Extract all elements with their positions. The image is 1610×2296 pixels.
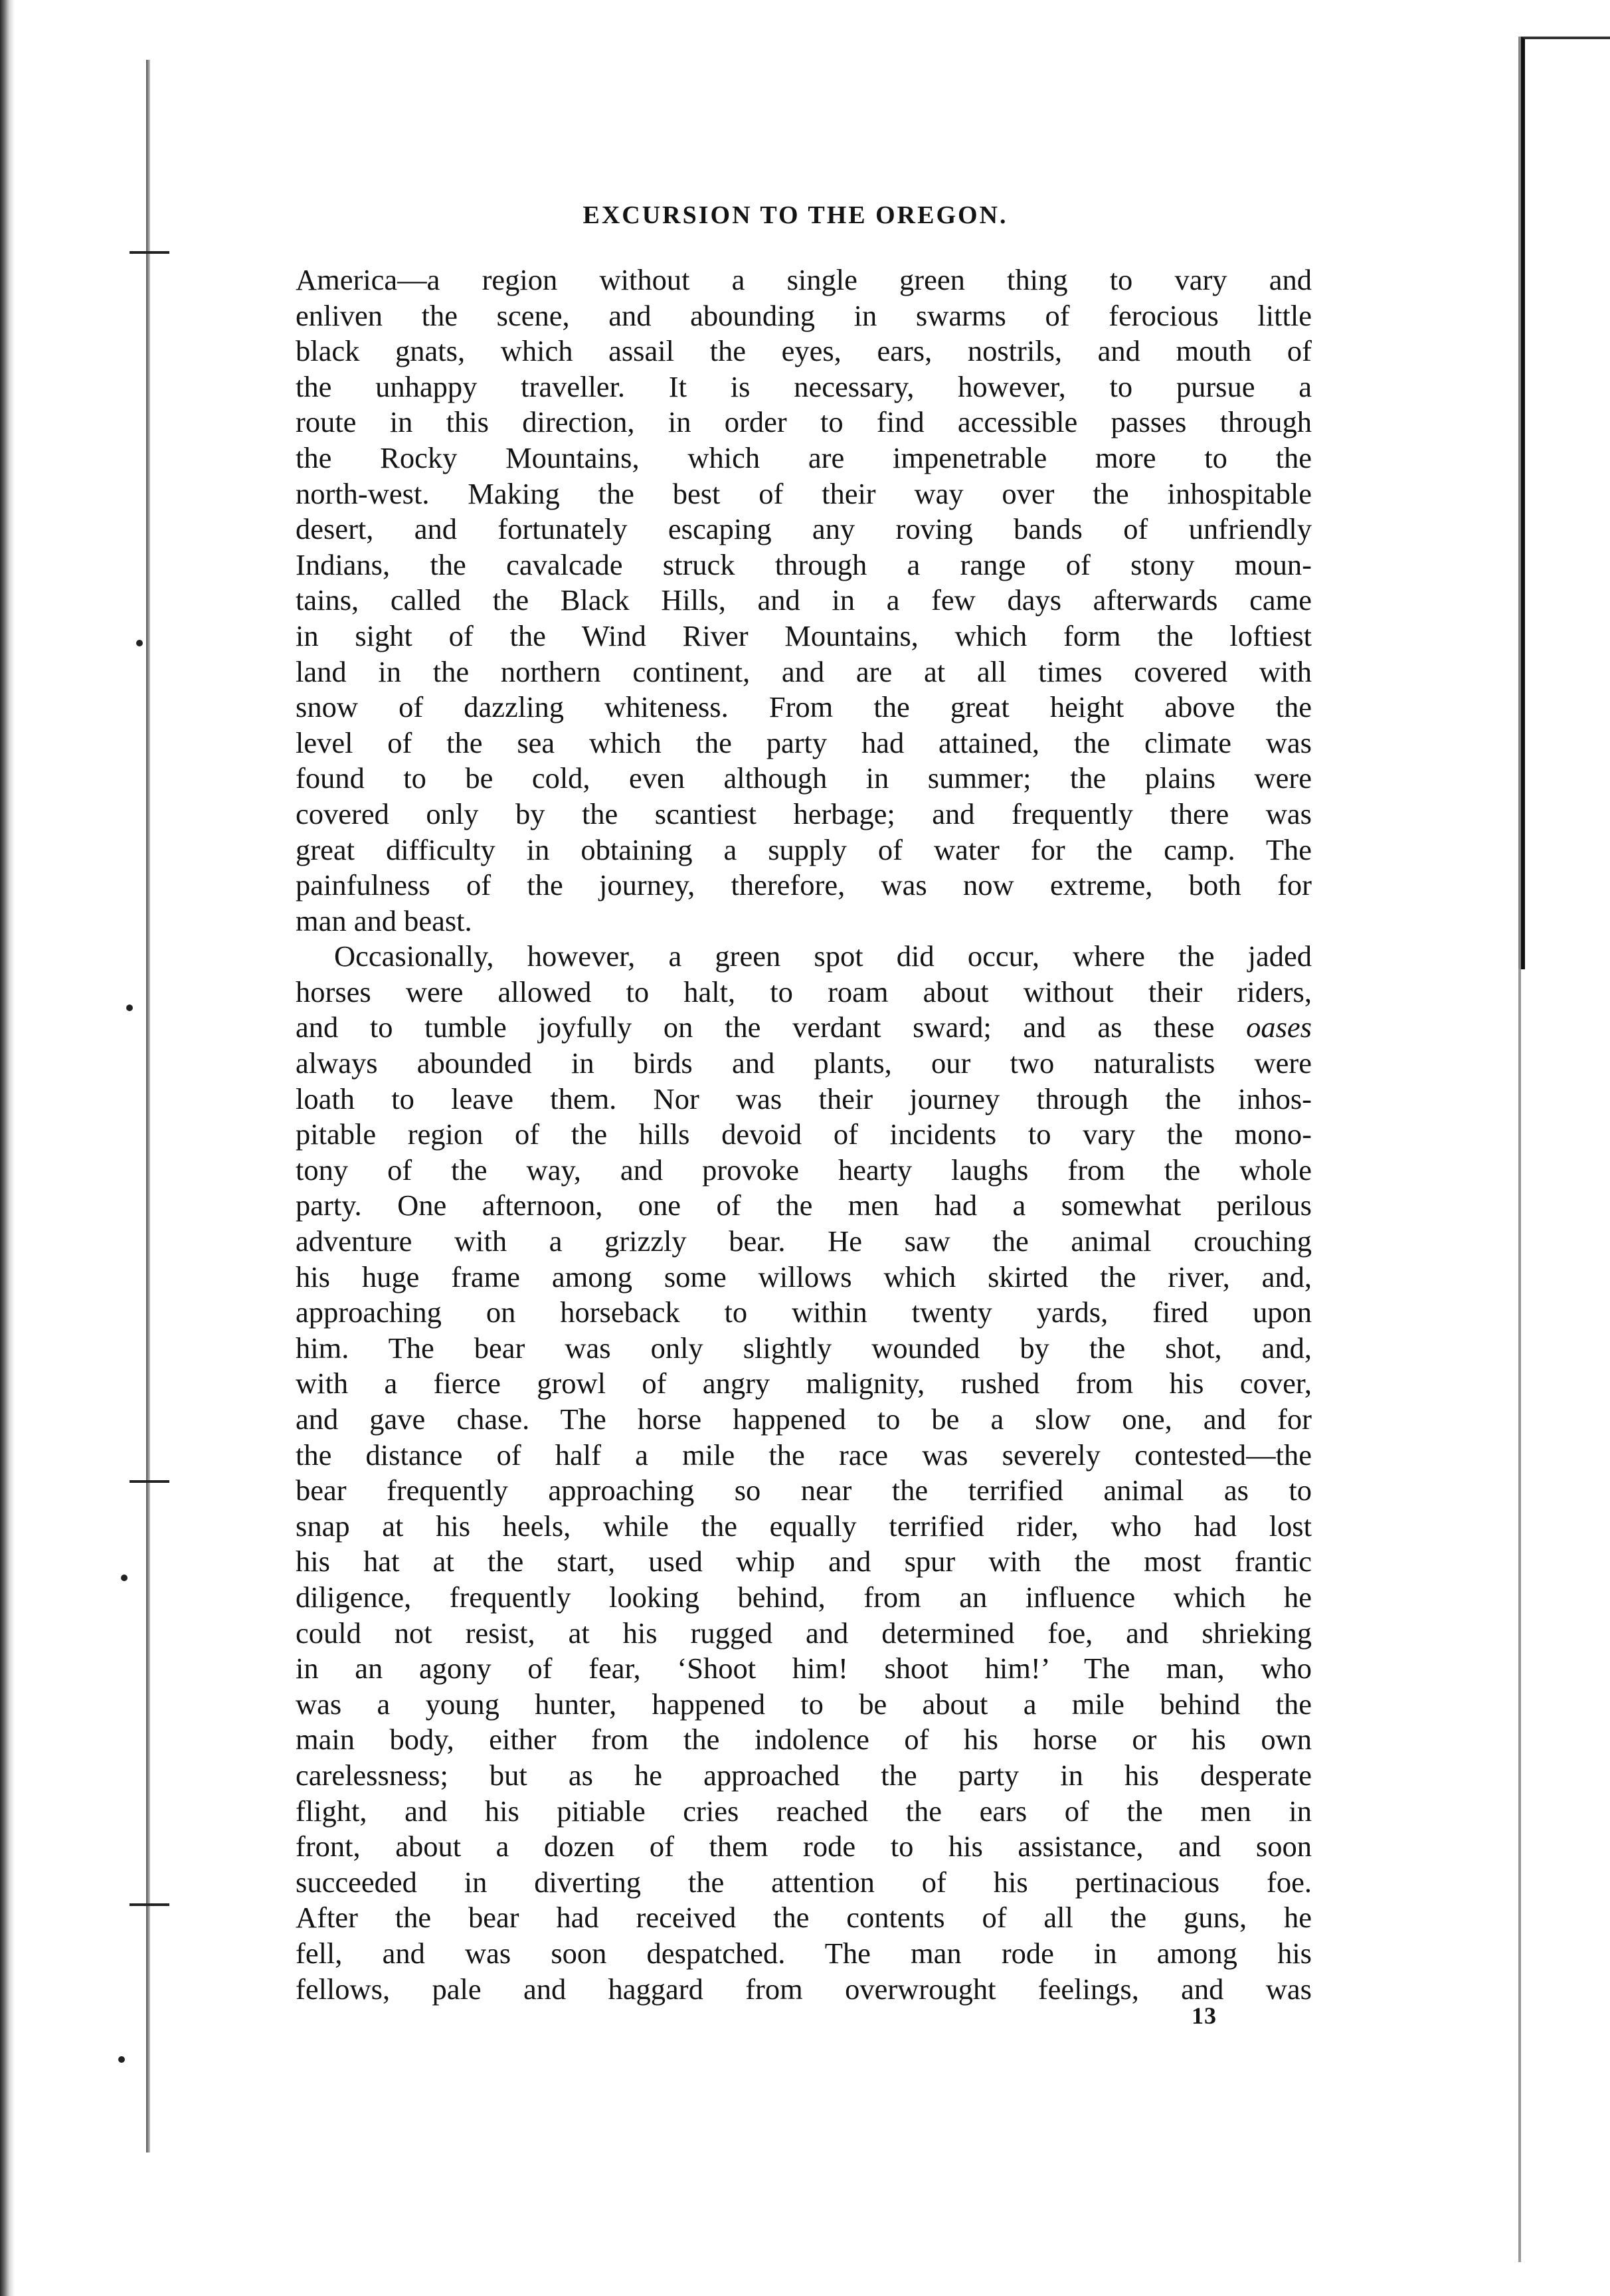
- body-text: [296, 262, 1312, 2007]
- text-line: approaching on horseback to within twenty yards, fired upon: [296, 1295, 1312, 1329]
- text-line: him. The bear was only slightly wounded by the shot, and,: [296, 1331, 1312, 1365]
- text-line: man and beast.: [296, 904, 472, 937]
- text-line: great difficulty in obtaining a supply of water for the camp. The: [296, 832, 1312, 866]
- text-line: adventure with a grizzly bear. He saw the animal crouching: [296, 1224, 1312, 1258]
- back-page-edge: [1521, 37, 1610, 969]
- text-line: America—a region without a single green thing to vary and: [296, 263, 1312, 296]
- text-line: party. One afternoon, one of the men had a somewhat perilous: [296, 1189, 1312, 1222]
- text-line: loath to leave them. Nor was their journey through the inhos-: [296, 1082, 1312, 1115]
- text-line: tains, called the Black Hills, and in a few days afterwards came: [296, 583, 1312, 617]
- text-line: level of the sea which the party had attained, the climate was: [296, 725, 1312, 759]
- gutter-dot: [136, 640, 143, 646]
- text-line: After the bear had received the contents of all the guns, he: [296, 1901, 1312, 1935]
- text-line: black gnats, which assail the eyes, ears, nostrils, and mouth of: [296, 334, 1312, 368]
- binding-edge: [0, 0, 15, 2296]
- text-line: north-west. Making the best of their way over the inhospitable: [296, 476, 1312, 510]
- text-line: carelessness; but as he approached the party in his desperate: [296, 1758, 1312, 1792]
- text-line: fellows, pale and haggard from overwrought feelings, and was: [296, 1972, 1312, 2006]
- text-line: always abounded in birds and plants, our two naturalists were: [296, 1046, 1312, 1080]
- text-line: and to tumble joyfully on the verdant sward; and as these oases: [296, 1010, 1312, 1044]
- text-line: snow of dazzling whiteness. From the great height above the: [296, 690, 1312, 724]
- text-line: found to be cold, even although in summer; the plains were: [296, 761, 1312, 795]
- text-line: enliven the scene, and abounding in swarms of ferocious little: [296, 298, 1312, 332]
- page-number: 13: [1192, 2002, 1217, 2029]
- text-line: fell, and was soon despatched. The man rode in among his: [296, 1936, 1312, 1970]
- text-line: the unhappy traveller. It is necessary, however, to pursue a: [296, 369, 1312, 403]
- text-line: in an agony of fear, ‘Shoot him! shoot him!’ The man, who: [296, 1652, 1312, 1685]
- text-line: pitable region of the hills devoid of incidents to vary the mono-: [296, 1117, 1312, 1151]
- text-line: the distance of half a mile the race was severely contested—the: [296, 1438, 1312, 1472]
- text-line: tony of the way, and provoke hearty laughs from the whole: [296, 1153, 1312, 1187]
- text-line: desert, and fortunately escaping any roving bands of unfriendly: [296, 512, 1312, 546]
- gutter-dot: [118, 2056, 125, 2063]
- text-line: route in this direction, in order to find accessible passes through: [296, 405, 1312, 439]
- text-line: and gave chase. The horse happened to be a slow one, and for: [296, 1402, 1312, 1436]
- text-line: flight, and his pitiable cries reached the ears of the men in: [296, 1794, 1312, 1828]
- italic-word: oases: [1246, 1010, 1312, 1044]
- text-line: his huge frame among some willows which skirted the river, and,: [296, 1260, 1312, 1293]
- text-line: painfulness of the journey, therefore, was now extreme, both for: [296, 868, 1312, 902]
- text-line: main body, either from the indolence of his horse or his own: [296, 1723, 1312, 1757]
- running-head: EXCURSION TO THE OREGON.: [582, 201, 1008, 229]
- text-line: covered only by the scantiest herbage; and frequently there was: [296, 797, 1312, 830]
- text-line: in sight of the Wind River Mountains, which form the loftiest: [296, 619, 1312, 652]
- text-line: could not resist, at his rugged and determined foe, and shrieking: [296, 1616, 1312, 1650]
- text-line: land in the northern continent, and are at all times covered with: [296, 654, 1312, 688]
- text-line: bear frequently approaching so near the terrified animal as to: [296, 1474, 1312, 1507]
- text-line: with a fierce growl of angry malignity, rushed from his cover,: [296, 1367, 1312, 1400]
- gutter-rule: [146, 60, 150, 2152]
- text-line: his hat at the start, used whip and spur with the most frantic: [296, 1545, 1312, 1578]
- text-line: diligence, frequently looking behind, from an influence which he: [296, 1580, 1312, 1614]
- text-line: the Rocky Mountains, which are impenetrable more to the: [296, 440, 1312, 474]
- text-line: succeeded in diverting the attention of his pertinacious foe.: [296, 1865, 1312, 1899]
- text-line: horses were allowed to halt, to roam about without their riders,: [296, 975, 1312, 1008]
- text-line: Indians, the cavalcade struck through a range of stony moun-: [296, 547, 1312, 581]
- gutter-dot: [121, 1575, 128, 1581]
- text-line: snap at his heels, while the equally terrified rider, who had lost: [296, 1509, 1312, 1543]
- gutter-mark: [130, 251, 169, 254]
- gutter-dot: [126, 1004, 133, 1011]
- text-line: Occasionally, however, a green spot did occur, where the jaded: [334, 939, 1312, 973]
- text-line: front, about a dozen of them rode to his assistance, and soon: [296, 1830, 1312, 1864]
- text-line: was a young hunter, happened to be about a mile behind the: [296, 1687, 1312, 1721]
- gutter-mark: [130, 1903, 169, 1906]
- gutter-mark: [130, 1480, 169, 1483]
